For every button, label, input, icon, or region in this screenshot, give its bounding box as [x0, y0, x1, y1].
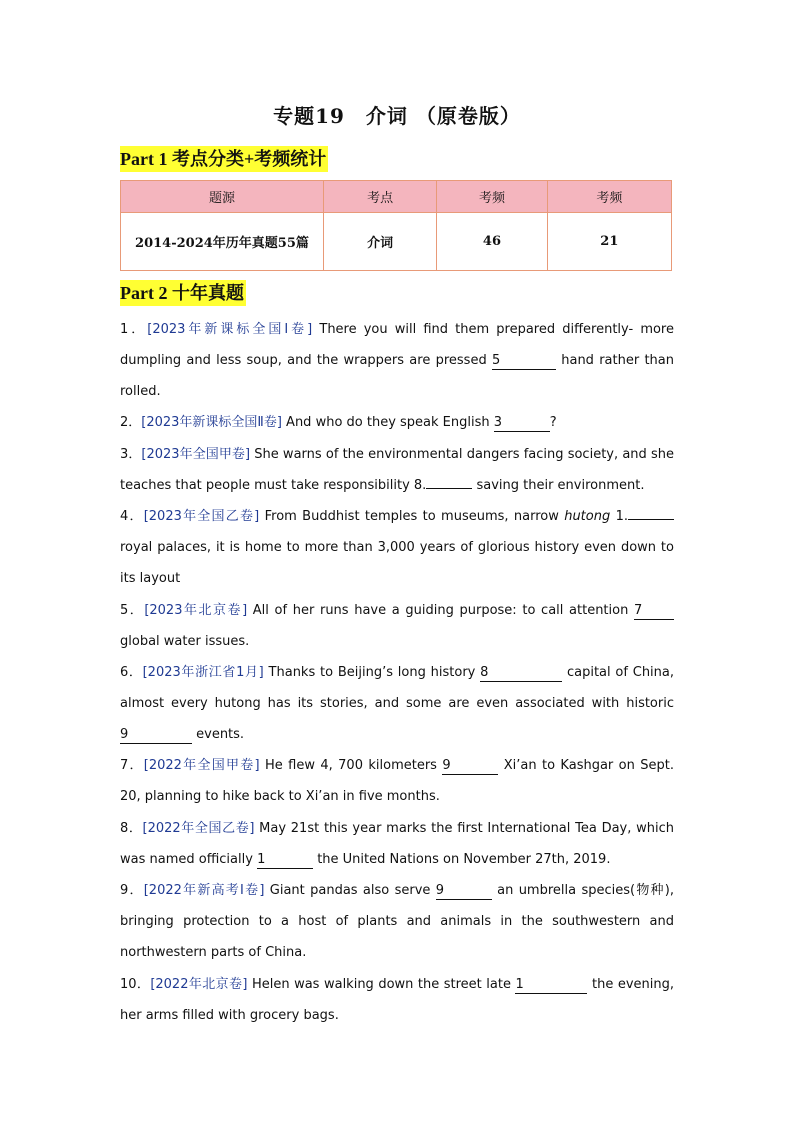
question-text: He flew 4, 700 kilometers	[259, 758, 443, 773]
question-source: [2023年全国甲卷]	[141, 447, 251, 462]
cell-frequency-1: 46	[437, 213, 547, 271]
question-5	[120, 595, 674, 657]
answer-blank	[426, 488, 472, 489]
question-text: And who do they speak English	[281, 415, 494, 430]
question-1	[120, 314, 674, 407]
question-text: She warns of the environmental dangers facing society, and she teaches that people must take responsibility 8.	[120, 447, 674, 493]
answer-blank: 1	[515, 977, 587, 994]
answer-blank: 9	[442, 758, 498, 775]
answer-blank	[628, 519, 674, 520]
question-source: [2022年全国乙卷]	[142, 821, 255, 836]
page-title: 专题19 介词 （原卷版）	[273, 104, 521, 128]
question-text: Giant pandas also serve	[264, 883, 436, 898]
question-text-after: ?	[549, 415, 557, 430]
question-text-after: Xi’an to Kashgar on Sept. 20, planning to hike back to Xi’an in five months.	[120, 758, 674, 804]
question-text-after: capital of China, almost every hutong has its stories, and some are even associated with historic	[120, 665, 675, 711]
cell-source: 2014-2024年历年真题55篇	[121, 213, 324, 271]
question-source: [2023年浙江省1月]	[142, 665, 264, 680]
question-text: All of her runs have a guiding purpose: to call attention	[247, 603, 634, 618]
frequency-table	[120, 180, 672, 271]
question-text: Helen was walking down the street late	[247, 977, 516, 992]
question-6	[120, 657, 674, 750]
question-text-after: an umbrella species(物种), bringing protection to a host of plants and animals in the southwestern and northwestern parts of China.	[120, 883, 674, 960]
question-number: 4．	[120, 509, 144, 524]
question-9	[120, 875, 674, 968]
question-number: 6．	[120, 665, 143, 680]
question-source: [2022年新高考Ⅰ卷]	[143, 883, 265, 898]
part1-heading: Part 1 考点分类+考频统计	[120, 146, 328, 172]
question-text-after: hand rather than rolled.	[120, 353, 674, 399]
question-source: [2022年北京卷]	[150, 977, 248, 992]
question-number: 7．	[120, 758, 144, 773]
question-text-after: global water issues.	[120, 634, 250, 649]
header-source: 题源	[121, 181, 324, 213]
question-text-after: the evening, her arms filled with grocery bags.	[120, 977, 674, 1023]
question-4	[120, 501, 674, 594]
question-2	[120, 407, 674, 438]
question-text-end: events.	[192, 727, 245, 742]
question-number: 5．	[120, 603, 145, 618]
part2-heading: Part 2 十年真题	[120, 280, 246, 306]
question-text: From Buddhist temples to museums, narrow	[259, 509, 565, 524]
question-number: 9．	[120, 883, 144, 898]
question-8	[120, 813, 674, 875]
cell-topic: 介词	[323, 213, 436, 271]
header-frequency-2: 考频	[547, 181, 671, 213]
question-source: [2023年新课标全国Ⅱ卷]	[141, 415, 282, 430]
question-text-after: royal palaces, it is home to more than 3,000 years of glorious history even down to its layout	[120, 540, 674, 586]
question-7	[120, 750, 674, 812]
table-header-row	[121, 181, 672, 213]
question-text: There you will find them prepared differently- more dumpling and less soup, and the wrappers are pressed	[120, 322, 674, 368]
question-number: 1．	[120, 322, 148, 337]
header-topic: 考点	[323, 181, 436, 213]
question-text: Thanks to Beijing’s long history	[263, 665, 481, 680]
answer-blank: 7	[634, 603, 674, 620]
question-number: 10．	[120, 977, 151, 992]
question-italic-word: hutong	[564, 509, 611, 524]
answer-blank: 9	[436, 883, 492, 900]
question-source: [2022年全国甲卷]	[143, 758, 260, 773]
question-text: May 21st this year marks the first International Tea Day, which was named officially	[120, 821, 674, 867]
question-number: 8．	[120, 821, 143, 836]
answer-blank-2: 9	[120, 727, 192, 744]
question-number: 2．	[120, 415, 142, 430]
table-row	[121, 213, 672, 271]
question-source: [2023年新课标全国Ⅰ卷]	[147, 322, 313, 337]
question-10	[120, 969, 674, 1031]
question-number: 3．	[120, 447, 142, 462]
answer-blank: 3	[494, 415, 550, 432]
question-source: [2023年全国乙卷]	[143, 509, 260, 524]
header-frequency-1: 考频	[437, 181, 547, 213]
cell-frequency-2: 21	[547, 213, 671, 271]
answer-blank: 5	[492, 353, 556, 370]
question-text-mid: 1.	[610, 509, 628, 524]
question-text-after: saving their environment.	[472, 478, 645, 493]
question-source: [2023年北京卷]	[144, 603, 248, 618]
question-text-after: the United Nations on November 27th, 2019.	[313, 852, 611, 867]
answer-blank: 8	[480, 665, 562, 682]
question-3	[120, 439, 674, 501]
answer-blank: 1	[257, 852, 313, 869]
